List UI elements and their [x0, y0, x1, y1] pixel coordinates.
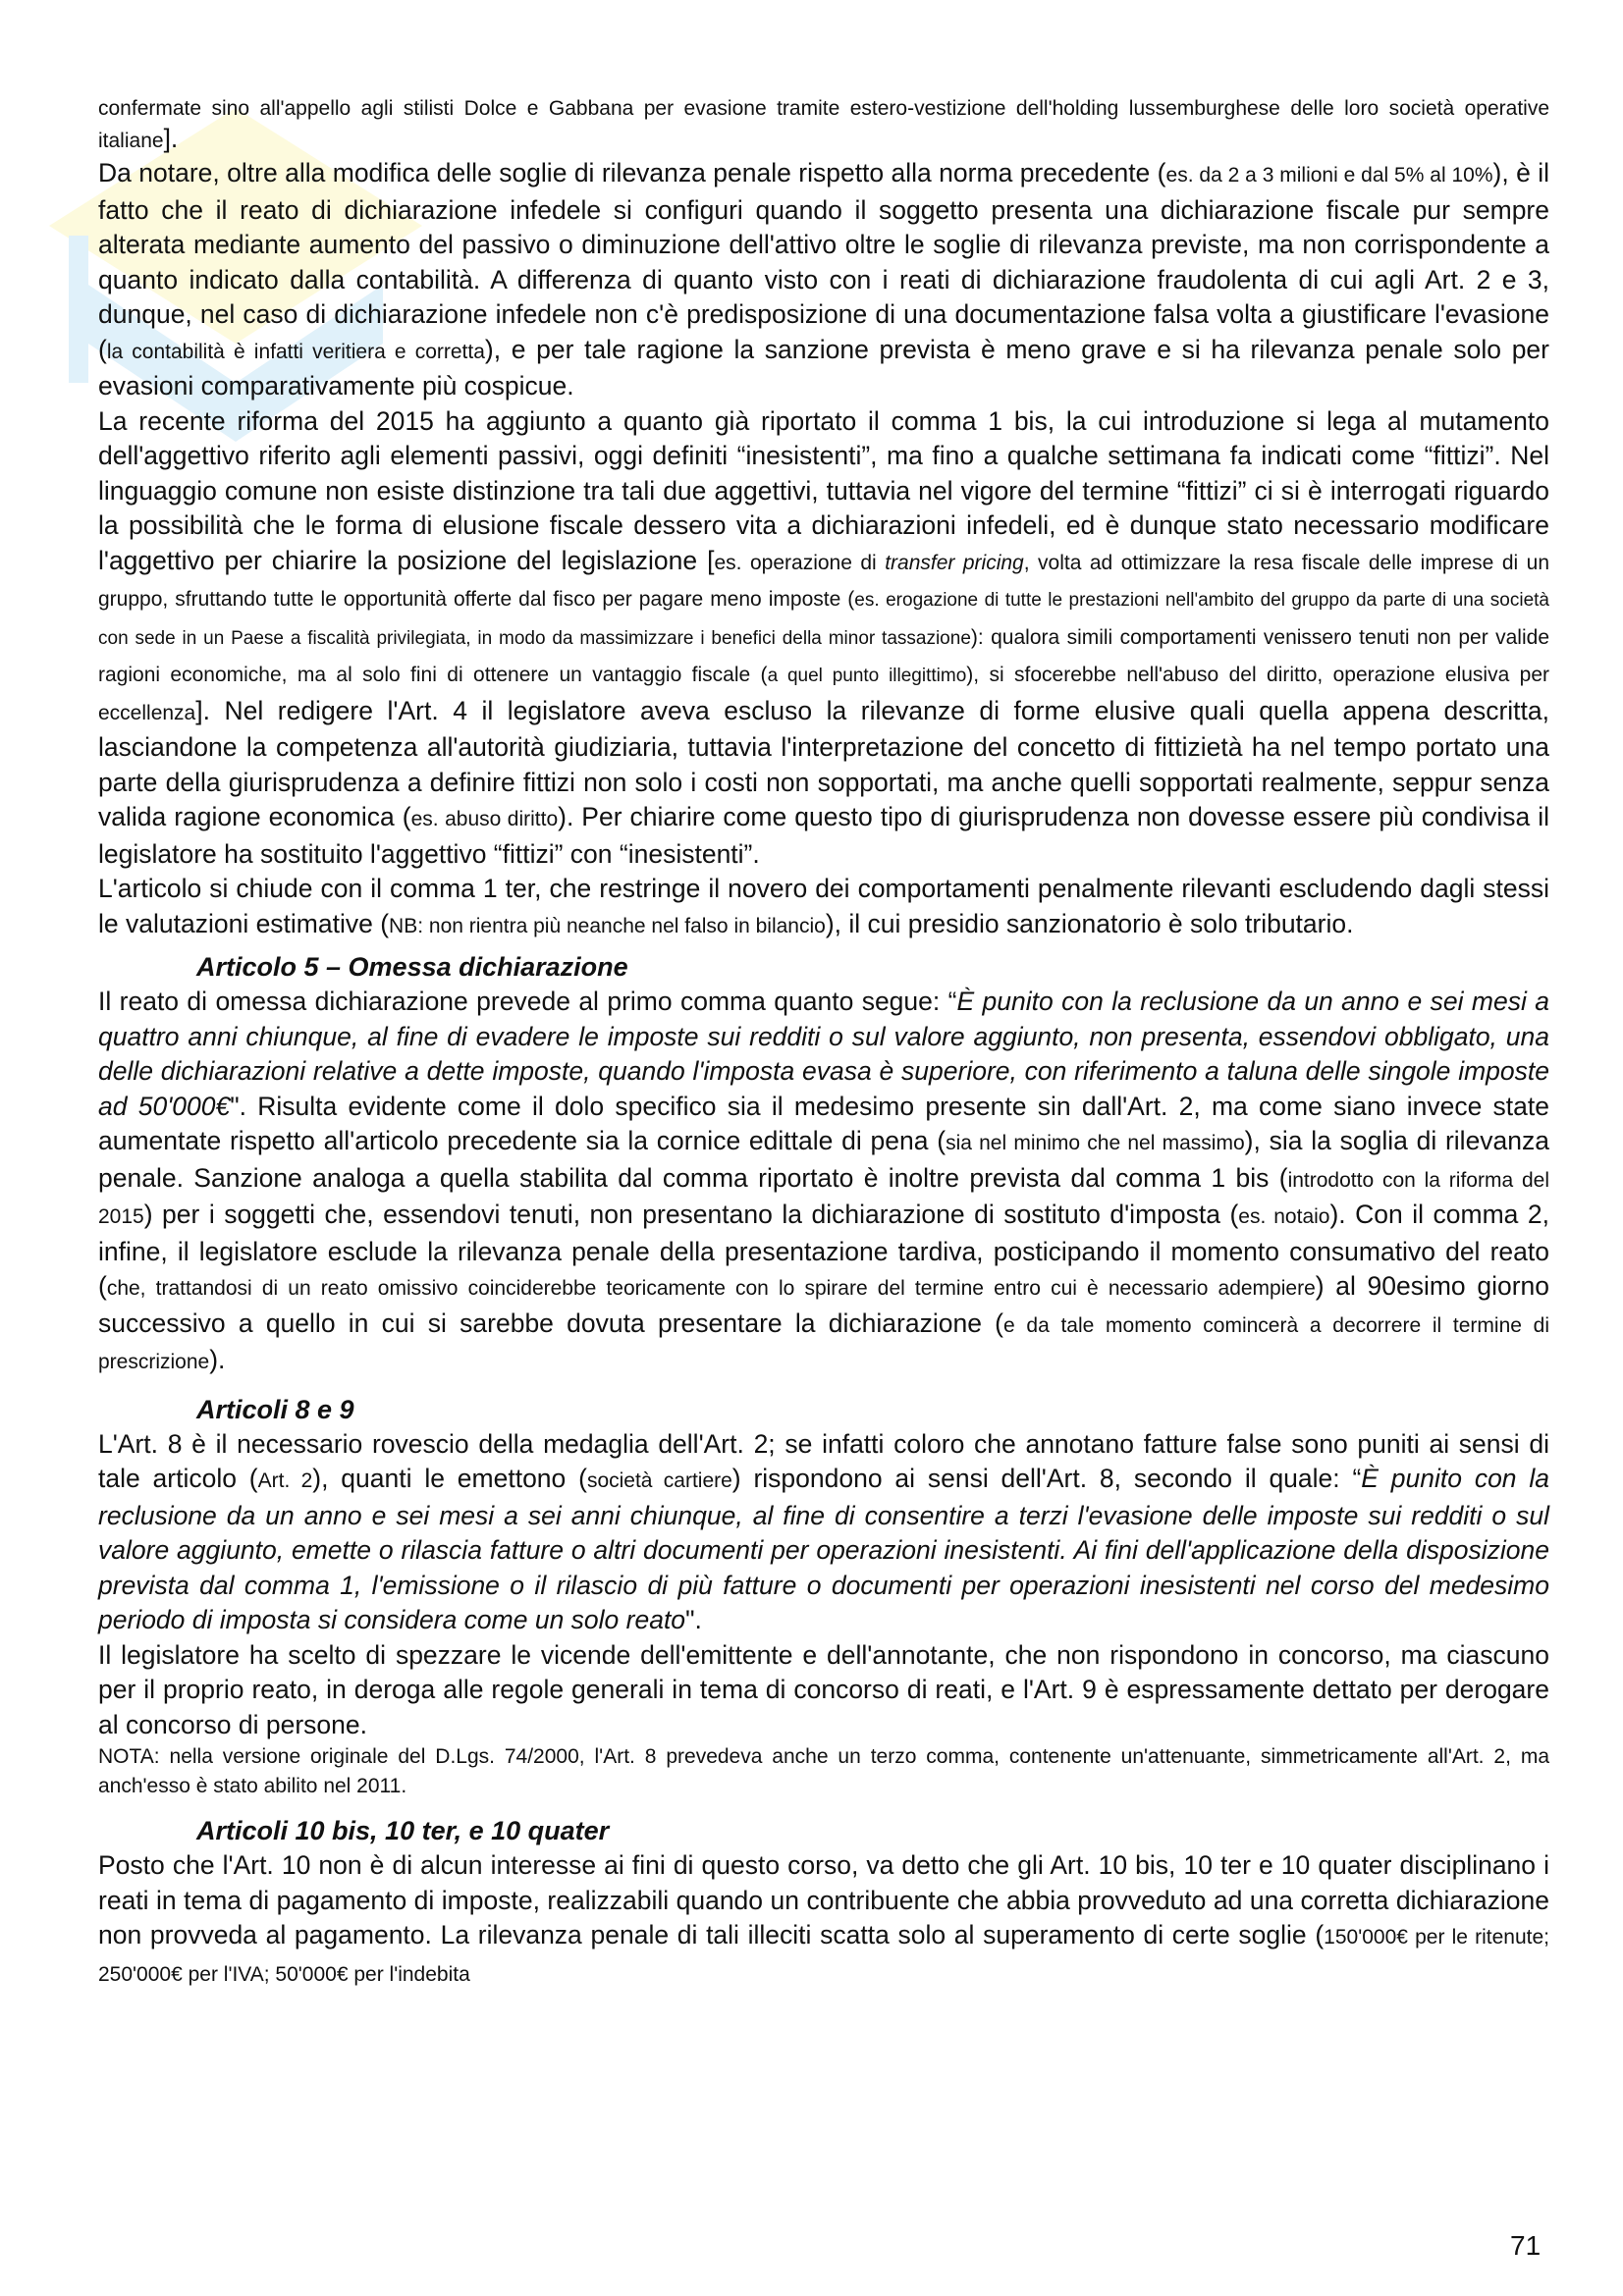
note-span: ), si sfocerebbe nell'abuso del diritto, operazione elusiva per eccellenza — [98, 664, 1549, 724]
note-span: Art. 2 — [257, 1469, 313, 1492]
note-span: sia nel minimo che nel massimo — [946, 1132, 1245, 1154]
paragraph-articoli-10 — [98, 1848, 1549, 1992]
text-span: ) per i soggetti che, essendovi tenuti, non presentano la dichiarazione di sostituto d'imposta ( — [143, 1200, 1239, 1229]
note-span: 150'000€ per le ritenute; 250'000€ per l'IVA; 50'000€ per l'indebita — [98, 1926, 1549, 1986]
text-span: ) rispondono ai sensi dell'Art. 8, secondo il quale: “ — [731, 1464, 1362, 1493]
text-span: Il reato di omessa dichiarazione prevede al primo comma quanto segue: “ — [98, 987, 957, 1016]
page-number: 71 — [1510, 2230, 1542, 2261]
document-page — [98, 94, 1549, 1992]
text-span: ). — [209, 1345, 226, 1374]
paragraph-dichiarazione-infedele — [98, 156, 1549, 404]
text-span: ), è il fatto che il reato di dichiarazione infedele si configuri quando il soggetto presenta una dichiarazione fiscale pur sempre alterata mediante aumento del passivo o diminuzione dell'attivo oltre le soglie di rilevanza previste, ma non corrispondente a quanto indicato dalla contabilità. A differenza di quanto visto con i reati di dichiarazione fraudolenta di cui agli Art. 2 e 3, dunque, nel caso di dichiarazione infedele non c'è predisposizione di una documentazione falsa volta a giustificare l'evasione ( — [98, 158, 1549, 364]
heading-articoli-10: Articoli 10 bis, 10 ter, e 10 quater — [196, 1816, 610, 1845]
note-span: es. notaio — [1238, 1205, 1330, 1228]
text-span: ) al 90esimo giorno successivo a quello in cui si sarebbe dovuta presentare la dichiarazione ( — [98, 1271, 1549, 1338]
note-span: la contabilità è infatti veritiera e corretta — [106, 340, 485, 363]
note-span-italic: transfer pricing — [885, 551, 1024, 574]
note-span: es. operazione di — [714, 551, 886, 574]
nota: NOTA: nella versione originale del D.Lgs. 74/2000, l'Art. 8 prevedeva anche un terzo comma, contenente un'attenuante, simmetricamente all'Art. 2, ma anch'esso è stato abilito nel 2011. — [98, 1745, 1549, 1797]
text-span: L'Art. 8 è il necessario rovescio della medaglia dell'Art. 2; se infatti coloro che annotano fatture false sono puniti ai sensi di tale articolo ( — [98, 1428, 1549, 1493]
text-span: ), e per tale ragione la sanzione prevista è meno grave e si ha rilevanza penale solo per evasioni comparativamente più cospicue. — [98, 334, 1549, 400]
text-span: ". Risulta evidente come il dolo specifico sia il medesimo presente sin dall'Art. 2, ma come siano invece state aumentate rispetto all'articolo precedente sia la cornice edittale di pena ( — [98, 1091, 1550, 1155]
text-span: ]. Nel redigere l'Art. 4 il legislatore aveva escluso la rilevanze di forme elusive quali quella appena descritta, lasciandone la competenza all'autorità giudiziaria, tuttavia l'interpretazione del concetto di fittizietà ha nel tempo portato una parte della giurisprudenza a definire fittizi non solo i costi non sopportati, ma anche quelli sopportati realmente, seppur senza valida ragione economica ( — [98, 695, 1549, 831]
text-span: La recente riforma del 2015 ha aggiunto a quanto già riportato il comma 1 bis, la cui introduzione si lega al mutamento dell'aggettivo riferito agli elementi passivi, oggi definiti “inesistenti”, ma fino a qualche settimana fa indicati come “fittizi”. Nel linguaggio comune non esiste distinzione tra tali due aggettivi, tuttavia nel vigore del termine “fittizi” ci si è interrogati riguardo la possibilità che le forma di elusione fiscale dessero vita a dichiarazioni infedeli, ed è dunque stato necessario modificare l'aggettivo per chiarire la posizione del legislazione [ — [98, 405, 1549, 575]
quote-span: È punito con la reclusione da un anno e sei mesi a sei anni chiunque, al fine di consentire a terzi l'evasione delle imposte sui redditi o sul valore aggiunto, emette o rilascia fatture o altri documenti per operazioni inesistenti. Ai fini dell'applicazione della disposizione prevista dal comma 1, l'emissione o il rilascio di più fatture o documenti per operazioni inesistenti nel corso del medesimo periodo di imposta si considera come un solo reato — [98, 1464, 1550, 1634]
text-span: ), sia la soglia di rilevanza penale. Sanzione analoga a quella stabilita dal comma riportato è inoltre prevista dal comma 1 bis ( — [98, 1126, 1550, 1193]
text-span: L'articolo si chiude con il comma 1 ter, che restringe il novero dei comportamenti penalmente rilevanti escludendo dagli stessi le valutazioni estimative ( — [98, 874, 1549, 938]
note-span: , volta ad ottimizzare la resa fiscale delle imprese di un gruppo, sfruttando tutte le opportunità offerte dal fisco per pagare meno imposte ( — [98, 551, 1550, 611]
note-span: es. erogazione di tutte le prestazioni nell'ambito del gruppo da parte di una società con sede in un Paese a fiscalità privilegiata, in modo da massimizzare i benefici della minor tassazione — [98, 590, 1549, 649]
note-span: es. abuso diritto — [410, 808, 559, 830]
paragraph-intro-continuation — [98, 94, 1549, 156]
note-span: introdotto con la riforma del 2015 — [98, 1168, 1549, 1228]
paragraph-articoli-8-9-cont: Il legislatore ha scelto di spezzare le vicende dell'emittente e dell'annotante, che non rispondono in concorso, ma ciascuno per il proprio reato, in deroga alle regole generali in tema di concorso di reati, e l'Art. 9 è espressamente dettato per derogare al concorso di persone. — [98, 1639, 1549, 1739]
note-span: che, trattandosi di un reato omissivo coinciderebbe teoricamente con lo spirare del termine entro cui è necessario adempiere — [106, 1277, 1316, 1300]
text-span: ). Per chiarire come questo tipo di giurisprudenza non dovesse essere più condivisa il legislatore ha sostituito l'aggettivo “fittizi” con “inesistenti”. — [98, 802, 1549, 869]
heading-articolo-5: Articolo 5 – Omessa dichiarazione — [196, 952, 628, 982]
text-span: ). Con il comma 2, infine, il legislatore esclude la rilevanza penale della presentazione tardiva, posticipando il momento consumativo del reato ( — [98, 1200, 1549, 1301]
note-span: es. da 2 a 3 milioni e dal 5% al 10% — [1165, 164, 1493, 187]
note-span: NB: non rientra più neanche nel falso in bilancio — [389, 914, 826, 937]
paragraph-articolo-5 — [98, 985, 1549, 1380]
text-span: Posto che l'Art. 10 non è di alcun interesse ai fini di questo corso, va detto che gli Art. 10 bis, 10 ter e 10 quater disciplinano i reati in tema di pagamento di imposte, realizzabili quando un contribuente che abbia provveduto ad una corretta dichiarazione non provveda al pagamento. La rilevanza penale di tali illeciti scatta solo al superamento di certe soglie ( — [98, 1850, 1549, 1949]
quote-span: È punito con la reclusione da un anno e sei mesi a quattro anni chiunque, al fine di evadere le imposte sui redditi o sul valore aggiunto, non presenta, essendovi obbligato, una delle dichiarazioni relative a dette imposte, quando l'imposta evasa è superiore, con riferimento a taluna delle singole imposte ad 50'000€ — [98, 987, 1549, 1121]
note-span: e da tale momento comincerà a decorrere il termine di prescrizione — [98, 1313, 1549, 1373]
text-span: ), il cui presidio sanzionatorio è solo tributario. — [825, 908, 1354, 938]
text-span: confermate sino all'appello agli stilisti Dolce e Gabbana per evasione tramite estero-vestizione dell'holding lussemburghese delle loro società operative italiane — [98, 97, 1549, 152]
text-span: Da notare, oltre alla modifica delle soglie di rilevanza penale rispetto alla norma precedente ( — [98, 158, 1166, 187]
paragraph-riforma-2015 — [98, 404, 1549, 873]
note-span: società cartiere — [586, 1469, 732, 1492]
paragraph-articoli-8-9 — [98, 1427, 1549, 1638]
note-span: a quel punto illegittimo — [767, 666, 967, 686]
text-span: ]. — [163, 124, 179, 153]
note-span: ): qualora simili comportamenti venissero tenuti non per valide ragioni economiche, ma al solo fini di ottenere un vantaggio fiscale ( — [98, 625, 1549, 686]
paragraph-comma-1-ter — [98, 872, 1549, 943]
heading-articoli-8-9: Articoli 8 e 9 — [196, 1394, 354, 1424]
text-span: ". — [685, 1605, 702, 1634]
text-span: ), quanti le emettono ( — [312, 1464, 587, 1493]
